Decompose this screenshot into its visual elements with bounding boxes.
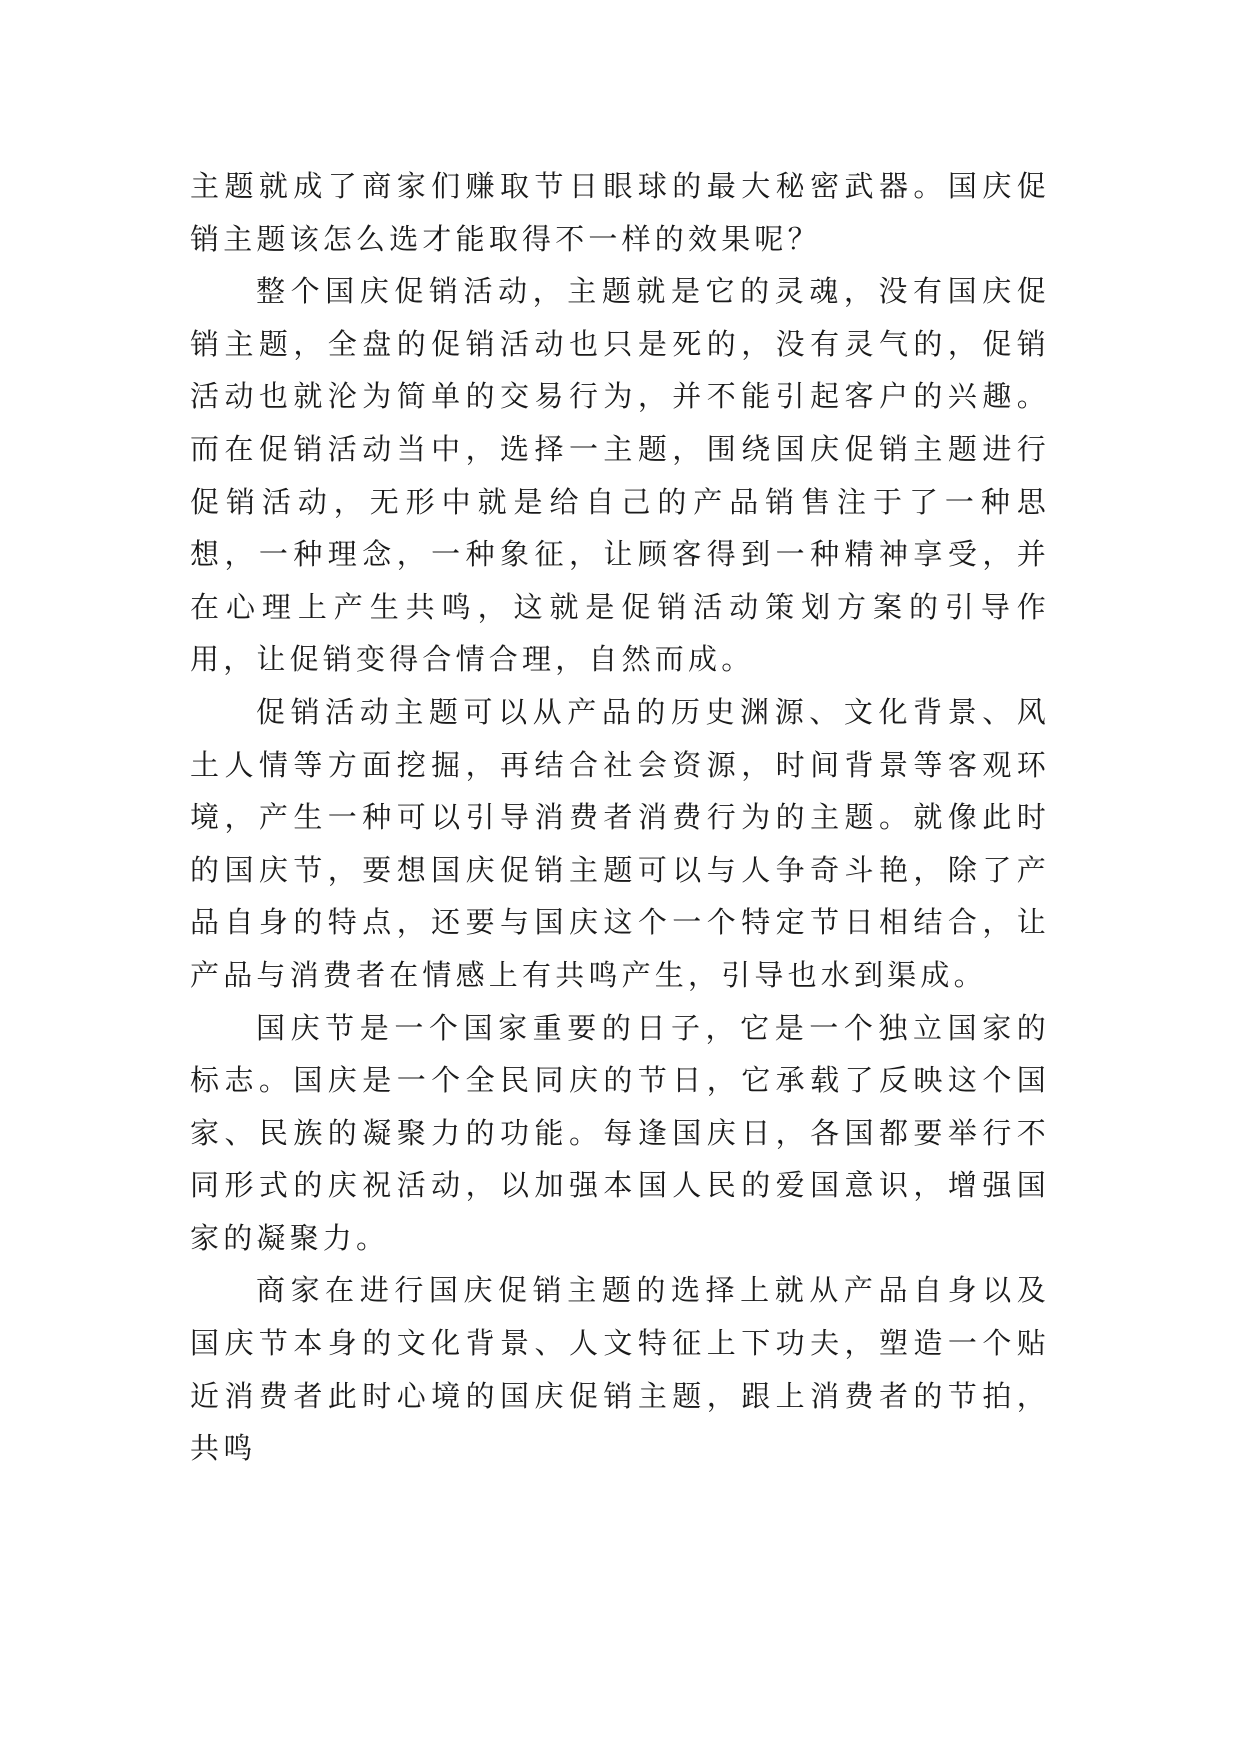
document-body <box>190 160 1050 1475</box>
paragraph-3: 促销活动主题可以从产品的历史渊源、文化背景、风土人情等方面挖掘，再结合社会资源，时间背景等客观环境，产生一种可以引导消费者消费行为的主题。就像此时的国庆节，要想国庆促销主题可以与人争奇斗艳，除了产品自身的特点，还要与国庆这个一个特定节日相结合，让产品与消费者在情感上有共鸣产生，引导也水到渠成。 <box>190 694 1050 992</box>
paragraph-5: 商家在进行国庆促销主题的选择上就从产品自身以及国庆节本身的文化背景、人文特征上下功夫，塑造一个贴近消费者此时心境的国庆促销主题，跟上消费者的节拍，共鸣 <box>190 1273 1050 1466</box>
paragraph-1: 主题就成了商家们赚取节日眼球的最大秘密武器。国庆促销主题该怎么选才能取得不一样的效果呢？ <box>190 169 1050 256</box>
paragraph-4: 国庆节是一个国家重要的日子，它是一个独立国家的标志。国庆是一个全民同庆的节日，它承载了反映这个国家、民族的凝聚力的功能。每逢国庆日，各国都要举行不同形式的庆祝活动，以加强本国人民的爱国意识，增强国家的凝聚力。 <box>190 1010 1050 1255</box>
paragraph-2: 整个国庆促销活动，主题就是它的灵魂，没有国庆促销主题，全盘的促销活动也只是死的，没有灵气的，促销活动也就沦为简单的交易行为，并不能引起客户的兴趣。而在促销活动当中，选择一主题，围绕国庆促销主题进行促销活动，无形中就是给自己的产品销售注于了一种思想，一种理念，一种象征，让顾客得到一种精神享受，并在心理上产生共鸣，这就是促销活动策划方案的引导作用，让促销变得合情合理，自然而成。 <box>190 274 1050 677</box>
